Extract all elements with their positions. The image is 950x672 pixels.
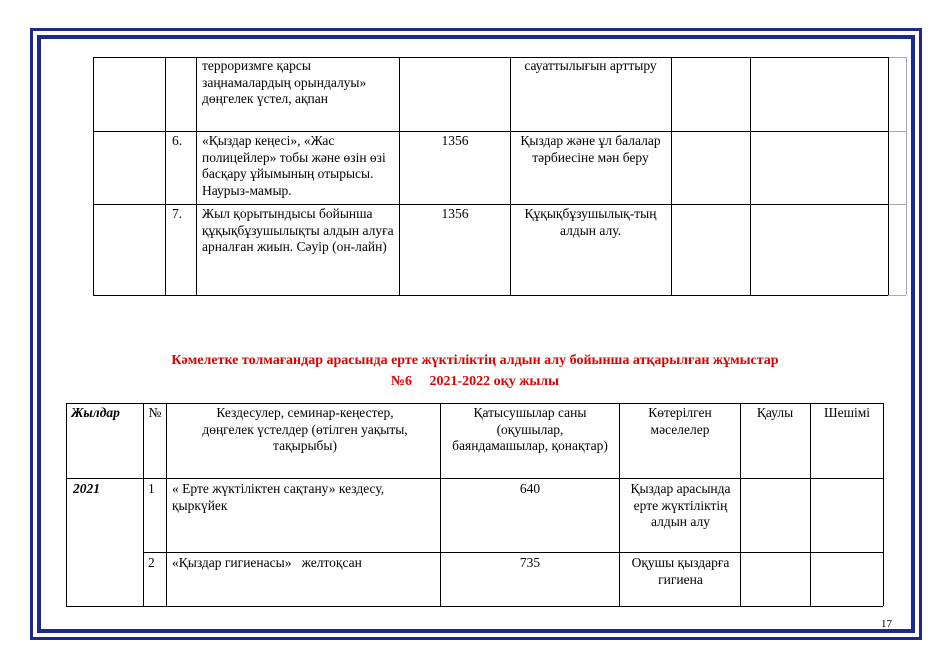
table-cell-issue: Қыздар арасында ерте жүктіліктің алдын алу — [630, 481, 731, 529]
page-number: 17 — [881, 618, 892, 630]
header-participants: Қатысушылар саны (оқушылар, баяндамашылар, қонақтар) — [452, 405, 608, 453]
table-cell-count: 735 — [519, 555, 541, 570]
table-cell-num: 2 — [148, 555, 155, 570]
table-cell-issue: Құқықбұзушылық-тың алдын алу. — [524, 206, 657, 238]
header-issues: Көтерілген мәселелер — [648, 405, 712, 437]
table-cell-event: Жыл қорытындысы бойынша құқықбұзушылықты алдын алуға арналған жиын. Сәуір (он-лайн) — [202, 206, 394, 254]
table-cell-event: «Қыздар гигиенасы» желтоқсан — [172, 555, 362, 570]
table-cell-event: «Қыздар кеңесі», «Жас полицейлер» тобы және өзін өзі басқару ұйымының отырысы. Наурыз-мамыр. — [202, 133, 386, 198]
header-years: Жылдар — [71, 405, 120, 420]
table-cell-issue: Қыздар және ұл балалар тәрбиесіне мән беру — [520, 133, 661, 165]
table-cell-num: 1 — [148, 481, 155, 496]
section-heading: Кәмелетке толмағандар арасында ерте жүктіліктің алдын алу бойынша атқарылған жұмыстар — [171, 353, 779, 368]
header-events: Кездесулер, семинар-кеңестер, дөңгелек үстелдер (өтілген уақыты, тақырыбы) — [202, 405, 408, 453]
table-cell-issue: Оқушы қыздарға гигиена — [631, 555, 730, 587]
page-border-inner — [37, 35, 915, 633]
table-cell-count: 1356 — [441, 206, 469, 221]
table-cell-issue: сауаттылығын арттыру — [524, 58, 657, 73]
header-num: № — [148, 405, 162, 420]
table-cell-count: 1356 — [441, 133, 469, 148]
table-cell-year: 2021 — [73, 481, 100, 496]
table-cell-count: 640 — [519, 481, 541, 496]
header-resolution: Қаулы — [756, 405, 794, 420]
table-cell-num: 6. — [172, 133, 183, 148]
section-subheading: №6 2021-2022 оқу жылы — [390, 374, 560, 389]
table-cell-num: 7. — [172, 206, 183, 221]
table-cell-event: терроризмге қарсы заңнамалардың орындалуы» дөңгелек үстел, ақпан — [202, 58, 367, 106]
table-cell-event: « Ерте жүктіліктен сақтану» кездесу, қыркүйек — [172, 481, 385, 513]
header-decision: Шешімі — [823, 405, 871, 420]
